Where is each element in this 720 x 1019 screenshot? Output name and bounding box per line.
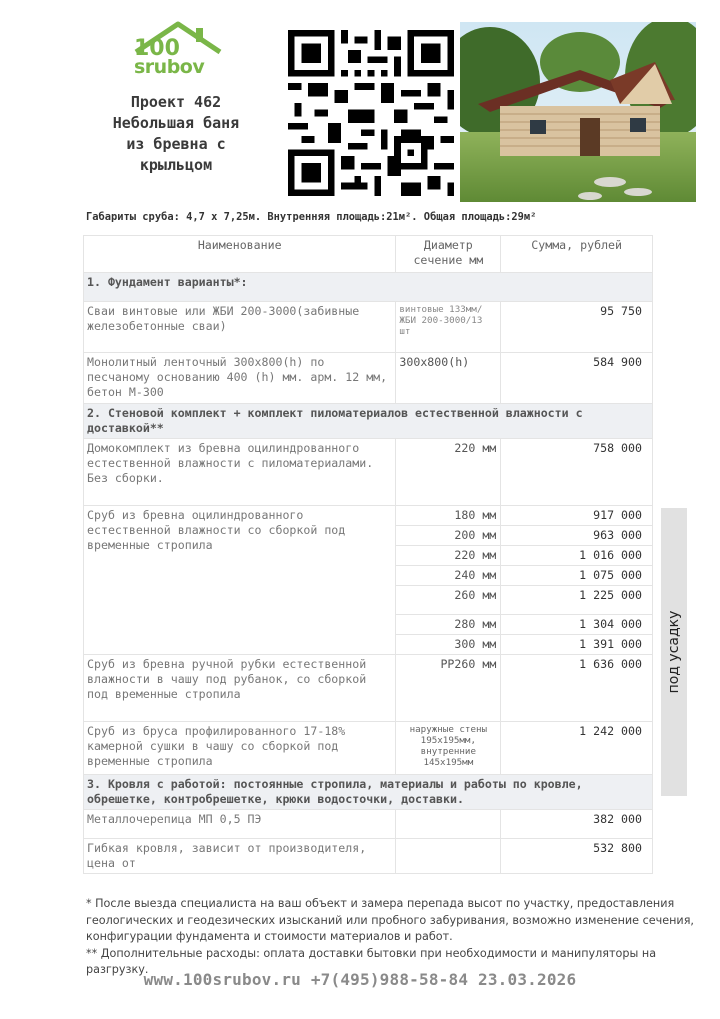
row-diameter: 200 мм bbox=[396, 526, 501, 546]
row-sum: 758 000 bbox=[501, 439, 653, 506]
shrinkage-side-label bbox=[661, 508, 687, 796]
section-row bbox=[84, 404, 653, 439]
bathhouse-photo bbox=[460, 22, 696, 202]
title-line-2: Небольшая баня bbox=[112, 114, 240, 132]
row-sum: 1 391 000 bbox=[501, 635, 653, 655]
row-sum: 95 750 bbox=[501, 302, 653, 353]
table-row bbox=[84, 439, 653, 506]
row-sum: 1 304 000 bbox=[501, 615, 653, 635]
row-diameter: 180 мм bbox=[396, 506, 501, 526]
table-header-row bbox=[84, 236, 653, 273]
row-diameter: винтовые 133мм/ЖБИ 200-3000/13 шт bbox=[396, 302, 501, 353]
logo-text: srubov bbox=[134, 56, 205, 78]
title-line-4: крыльцом bbox=[139, 156, 213, 174]
row-name: Металлочерепица МП 0,5 ПЭ bbox=[84, 810, 396, 839]
header-sum: Сумма, рублей bbox=[501, 236, 653, 273]
row-sum: 382 000 bbox=[501, 810, 653, 839]
header-diameter: Диаметр сечение мм bbox=[396, 236, 501, 273]
footnote-2: ** Дополнительные расходы: оплата доставки бытовки при необходимости и манипуляторы на разгрузку. bbox=[86, 946, 657, 976]
row-name: Гибкая кровля, зависит от производителя, цена от bbox=[84, 839, 396, 874]
title-line-3: из бревна с bbox=[126, 135, 226, 153]
row-diameter: 300х800(h) bbox=[396, 353, 501, 404]
row-sum: 917 000 bbox=[501, 506, 653, 526]
table-row bbox=[84, 353, 653, 404]
row-diameter: 220 мм bbox=[396, 546, 501, 566]
row-sum: 584 900 bbox=[501, 353, 653, 404]
price-table bbox=[83, 235, 653, 874]
row-sum: 1 075 000 bbox=[501, 566, 653, 586]
side-label-text: под усадку bbox=[666, 610, 682, 694]
section-foundation: 1. Фундамент варианты*: bbox=[84, 273, 653, 302]
row-sum: 1 225 000 bbox=[501, 586, 653, 615]
section-row bbox=[84, 273, 653, 302]
header-name: Наименование bbox=[84, 236, 396, 273]
table-row bbox=[84, 506, 653, 526]
row-diameter: 220 мм bbox=[396, 439, 501, 506]
footer-contacts[interactable]: www.100srubov.ru +7(495)988-58-84 23.03.2026 bbox=[143, 970, 577, 989]
footnotes bbox=[86, 896, 706, 979]
title-line-1: Проект 462 bbox=[130, 93, 222, 111]
row-sum: 963 000 bbox=[501, 526, 653, 546]
row-diameter: 280 мм bbox=[396, 615, 501, 635]
qr-code-icon[interactable] bbox=[288, 30, 454, 196]
table-row bbox=[84, 810, 653, 839]
section-roof: 3. Кровля с работой: постоянные стропила, материалы и работы по кровле, обрешетке, контробрешетке, крюки водосточки, доставки. bbox=[84, 775, 653, 810]
table-row bbox=[84, 839, 653, 874]
row-name: Сваи винтовые или ЖБИ 200-3000(забивные железобетонные сваи) bbox=[84, 302, 396, 353]
dimensions-text: Габариты сруба: 4,7 х 7,25м. Внутренняя площадь:21м². Общая площадь:29м² bbox=[86, 211, 537, 223]
section-row bbox=[84, 775, 653, 810]
row-sum: 1 636 000 bbox=[501, 655, 653, 722]
row-sum: 1 016 000 bbox=[501, 546, 653, 566]
row-name: Сруб из бруса профилированного 17-18% камерной сушки в чашу со сборкой под временные стропила bbox=[84, 722, 396, 775]
row-name: Сруб из бревна оцилиндрованного естественной влажности со сборкой под временные стропила bbox=[84, 506, 396, 655]
row-diameter: 240 мм bbox=[396, 566, 501, 586]
row-diameter: наружные стены 195х195мм, внутренние 145х195мм bbox=[396, 722, 501, 775]
row-diameter: РР260 мм bbox=[396, 655, 501, 722]
row-diameter bbox=[396, 839, 501, 874]
footnote-1: * После выезда специалиста на ваш объект и замера перепада высот по участку, предоставления геологических и геодезических изысканий или пробного забуривания, возможно изменение сечения, конфигурации фундамента и стоимости материалов и работ. bbox=[86, 897, 694, 943]
table-row bbox=[84, 302, 653, 353]
logo-number: 100 bbox=[134, 36, 180, 61]
section-walls: 2. Стеновой комплект + комплект пиломатериалов естественной влажности с доставкой** bbox=[84, 404, 653, 439]
row-sum: 1 242 000 bbox=[501, 722, 653, 775]
project-title bbox=[86, 92, 266, 176]
table-row bbox=[84, 722, 653, 775]
row-sum: 532 800 bbox=[501, 839, 653, 874]
row-name: Монолитный ленточный 300х800(h) по песчаному основанию 400 (h) мм. арм. 12 мм, бетон М-300 bbox=[84, 353, 396, 404]
row-name: Домокомплект из бревна оцилиндрованного естественной влажности с пиломатериалами. Без сборки. bbox=[84, 439, 396, 506]
table-row bbox=[84, 655, 653, 722]
row-diameter: 300 мм bbox=[396, 635, 501, 655]
row-diameter bbox=[396, 810, 501, 839]
row-diameter: 260 мм bbox=[396, 586, 501, 615]
row-name: Сруб из бревна ручной рубки естественной влажности в чашу под рубанок, со сборкой под временные стропила bbox=[84, 655, 396, 722]
